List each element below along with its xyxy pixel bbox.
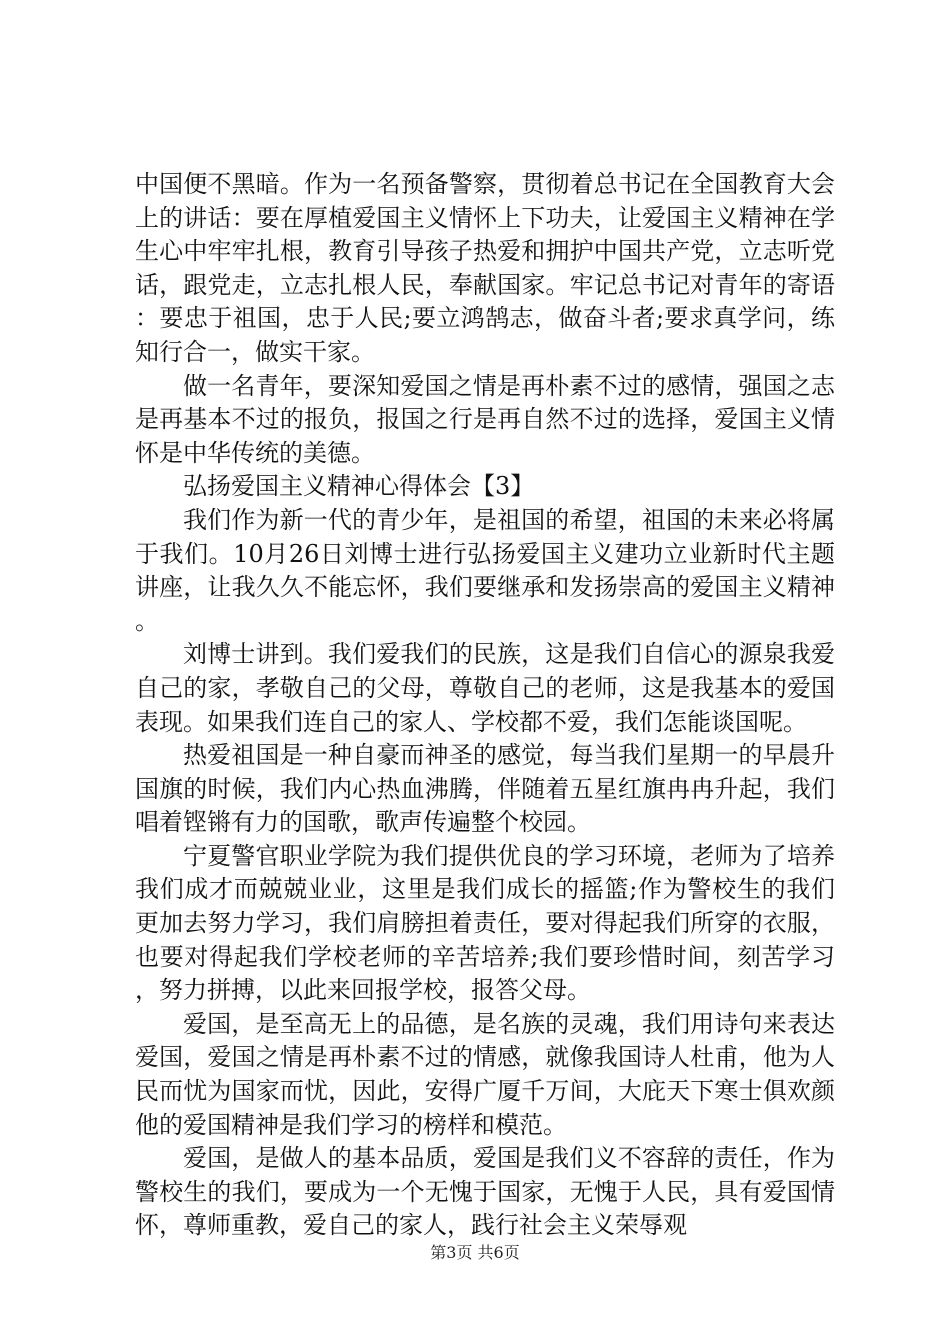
- paragraph-8: 爱国，是做人的基本品质，爱国是我们义不容辞的责任，作为警校生的我们，要成为一个无愧于国家，无愧于人民，具有爱国情怀，尊师重教，爱自己的家人，践行社会主义荣辱观: [135, 1144, 835, 1240]
- paragraph-4: 刘博士讲到。我们爱我们的民族，这是我们自信心的源泉我爱自己的家，孝敬自己的父母，尊敬自己的老师，这是我基本的爱国表现。如果我们连自己的家人、学校都不爱，我们怎能谈国呢。: [135, 640, 835, 736]
- paragraph-3: 我们作为新一代的青少年，是祖国的希望，祖国的未来必将属于我们。10月26日刘博士进行弘扬爱国主义建功立业新时代主题讲座，让我久久不能忘怀，我们要继承和发扬崇高的爱国主义精神。: [135, 505, 835, 635]
- paragraph-1: 中国便不黑暗。作为一名预备警察，贯彻着总书记在全国教育大会上的讲话：要在厚植爱国主义情怀上下功夫，让爱国主义精神在学生心中牢牢扎根，教育引导孩子热爱和拥护中国共产党，立志听党话，跟党走，立志扎根人民，奉献国家。牢记总书记对青年的寄语：要忠于祖国，忠于人民;要立鸿鹄志，做奋斗者;要求真学问，练知行合一，做实干家。: [135, 170, 835, 366]
- page-number: 第3页 共6页: [430, 1243, 520, 1262]
- document-body: [135, 168, 835, 1243]
- paragraph-2: 做一名青年，要深知爱国之情是再朴素不过的感情，强国之志是再基本不过的报负，报国之行是再自然不过的选择，爱国主义情怀是中华传统的美德。: [135, 371, 835, 467]
- paragraph-5: 热爱祖国是一种自豪而神圣的感觉，每当我们星期一的早晨升国旗的时候，我们内心热血沸腾，伴随着五星红旗冉冉升起，我们唱着铿锵有力的国歌，歌声传遍整个校园。: [135, 741, 835, 837]
- paragraph-6: 宁夏警官职业学院为我们提供优良的学习环境，老师为了培养我们成才而兢兢业业，这里是我们成长的摇篮;作为警校生的我们更加去努力学习，我们肩膀担着责任，要对得起我们所穿的衣服，也要对得起我们学校老师的辛苦培养;我们要珍惜时间，刻苦学习，努力拼搏，以此来回报学校，报答父母。: [135, 841, 835, 1005]
- section-heading: 弘扬爱国主义精神心得体会【3】: [183, 472, 535, 501]
- paragraph-7: 爱国，是至高无上的品德，是名族的灵魂，我们用诗句来表达爱国，爱国之情是再朴素不过的情感，就像我国诗人杜甫，他为人民而忧为国家而忧，因此，安得广厦千万间，大庇天下寒士俱欢颜他的爱国精神是我们学习的榜样和模范。: [135, 1009, 835, 1139]
